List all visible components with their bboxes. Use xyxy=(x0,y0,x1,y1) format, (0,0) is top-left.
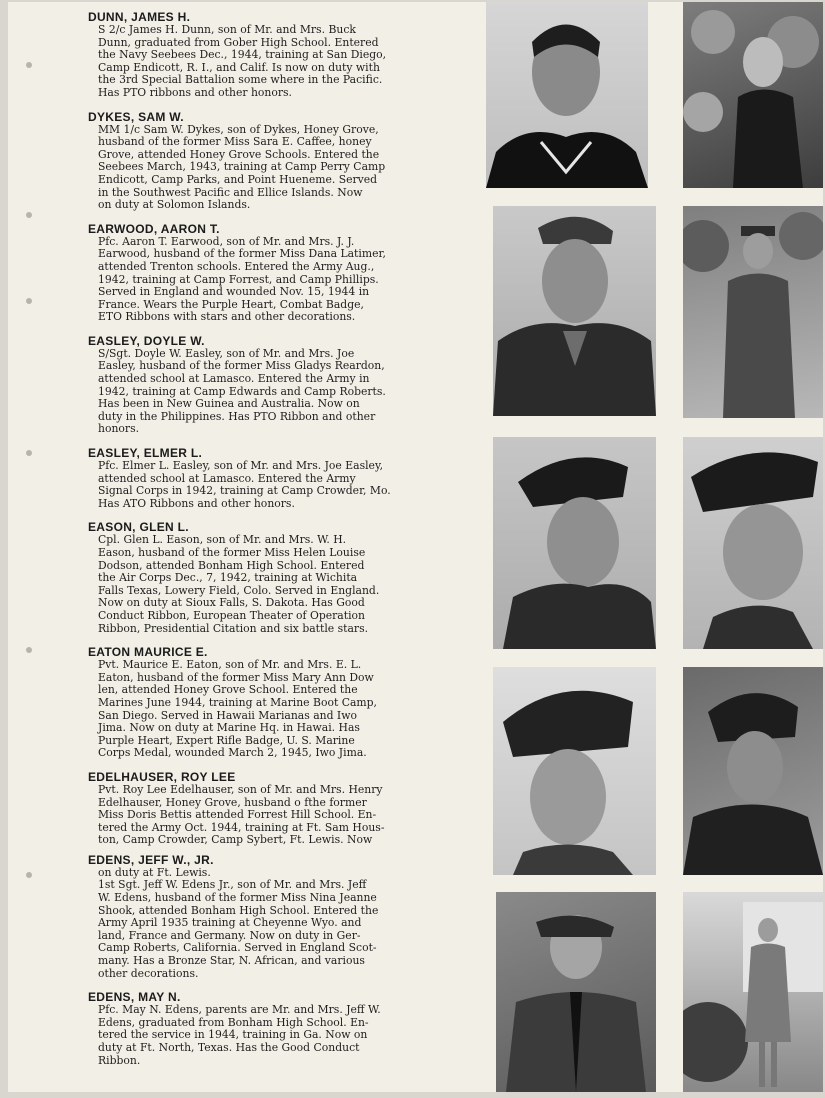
soldier-cap-portrait-icon xyxy=(683,437,823,649)
entry-line: Cpl. Glen L. Eason, son of Mr. and Mrs. W. H. xyxy=(98,533,347,547)
entry-line: the Air Corps Dec., 7, 1942, training at Wichita xyxy=(98,571,358,585)
entry-line: 1942, training at Camp Edwards and Camp Roberts. xyxy=(98,384,386,398)
entry-line: attended school at Lamasco. Entered the Army in xyxy=(98,372,370,386)
entry-line: Earwood, husband of the former Miss Dana Latimer, xyxy=(98,247,386,261)
portrait-photo-eason xyxy=(683,437,823,649)
entry-line: duty in the Philippines. Has PTO Ribbon and other xyxy=(98,409,376,423)
entry-line: Easley, husband of the former Miss Gladys Reardon, xyxy=(98,359,385,373)
marine-cap-portrait-icon xyxy=(493,667,656,875)
soldier-outdoor-portrait-icon xyxy=(496,892,656,1092)
soldier-cap-portrait-icon xyxy=(493,437,656,649)
entry-line: Grove, attended Honey Grove Schools. Entered the xyxy=(98,147,380,161)
entry-line: S 2/c James H. Dunn, son of Mr. and Mrs. Buck xyxy=(98,23,356,36)
entry-line: many. Has a Bronze Star, N. African, and various xyxy=(98,954,365,968)
entry-line: Miss Doris Bettis attended Forrest Hill School. En- xyxy=(98,808,377,822)
entry-earwood xyxy=(88,222,458,324)
entry-line: 1942, training at Camp Forrest, and Camp Phillips. xyxy=(98,272,379,286)
entry-line: Ribbon, Presidential Citation and six battle stars. xyxy=(98,621,369,635)
entry-line: other decorations. xyxy=(98,966,199,980)
portrait-photo-easley-elmer xyxy=(493,437,656,649)
entry-line: in the Southwest Pacific and Ellice Islands. Now xyxy=(98,185,363,199)
entry-line: Purple Heart, Expert Rifle Badge, U. S. Marine xyxy=(98,733,355,747)
entry-line: Ribbon. xyxy=(98,1053,141,1067)
entry-name: EASON, GLEN L. xyxy=(88,520,189,535)
entry-name: EDENS, JEFF W., JR. xyxy=(88,852,214,867)
punch-hole xyxy=(26,62,32,68)
entry-line: ton, Camp Crowder, Camp Sybert, Ft. Lewis. Now xyxy=(98,833,373,847)
entry-line: Has PTO ribbons and other honors. xyxy=(98,85,292,99)
soldier-fulllength-icon xyxy=(683,206,823,418)
entry-line: ETO Ribbons with stars and other decorations. xyxy=(98,310,356,324)
entry-line: Marines June 1944, training at Marine Boot Camp, xyxy=(98,695,377,709)
punch-hole xyxy=(26,450,32,456)
entry-line: on duty at Solomon Islands. xyxy=(98,198,251,212)
entry-line: on duty at Ft. Lewis. xyxy=(98,865,211,879)
soldier-portrait-icon xyxy=(493,206,656,416)
entry-line: Seebees March, 1943, training at Camp Perry Camp xyxy=(98,160,386,174)
entry-edelhauser xyxy=(88,770,458,847)
woman-uniform-portrait-icon xyxy=(683,892,823,1092)
entry-line: the Navy Seebees Dec., 1944, training at San Diego, xyxy=(98,48,387,62)
portrait-photo-eaton xyxy=(493,667,656,875)
entry-line: Camp Roberts, California. Served in England Scot- xyxy=(98,941,377,955)
entry-line: Camp Endicott, R. I., and Calif. Is now on duty with xyxy=(98,60,380,74)
punch-hole xyxy=(26,872,32,878)
entry-line: W. Edens, husband of the former Miss Nina Jeanne xyxy=(98,891,377,905)
portrait-photo-edelhauser xyxy=(683,667,823,875)
entry-line: Endicott, Camp Parks, and Point Hueneme. Served xyxy=(98,172,378,186)
portrait-photo-earwood xyxy=(493,206,656,416)
entry-name: EDENS, MAY N. xyxy=(88,990,181,1005)
entry-line: Shook, attended Bonham High School. Entered the xyxy=(98,903,379,917)
portrait-grid xyxy=(478,2,823,1092)
entry-line: Has been in New Guinea and Australia. Now on xyxy=(98,397,360,411)
portrait-photo-dykes xyxy=(683,2,823,188)
entry-line: Pvt. Maurice E. Eaton, son of Mr. and Mrs. E. L. xyxy=(98,658,362,672)
punch-hole xyxy=(26,212,32,218)
sailor-portrait-icon xyxy=(486,2,648,188)
portrait-photo-dunn xyxy=(486,2,648,188)
entry-line: Eaton, husband of the former Miss Mary Ann Dow xyxy=(98,670,374,684)
entry-line: Edelhauser, Honey Grove, husband o fthe former xyxy=(98,795,367,809)
entry-line: Army April 1935 training at Cheyenne Wyo. and xyxy=(98,916,362,930)
entry-name: EASLEY, DOYLE W. xyxy=(88,333,205,348)
entry-eaton xyxy=(88,645,458,760)
entry-line: Pfc. Aaron T. Earwood, son of Mr. and Mrs. J. J. xyxy=(98,234,355,248)
entry-dunn xyxy=(88,10,458,100)
entry-line: tered the Army Oct. 1944, training at Ft. Sam Hous- xyxy=(98,820,385,834)
entry-line: Corps Medal, wounded March 2, 1945, Iwo Jima. xyxy=(98,746,367,760)
entry-line: France. Wears the Purple Heart, Combat Badge, xyxy=(98,297,364,311)
entry-line: Signal Corps in 1942, training at Camp Crowder, Mo. xyxy=(98,484,391,498)
biography-column xyxy=(88,10,458,1077)
entry-line: Dunn, graduated from Gober High School. Entered xyxy=(98,35,379,49)
entry-line: Has ATO Ribbons and other honors. xyxy=(98,496,295,510)
entry-line: duty at Ft. North, Texas. Has the Good Conduct xyxy=(98,1041,360,1054)
entry-line: Edens, graduated from Bonham High School. En- xyxy=(98,1015,369,1029)
entry-line: 1st Sgt. Jeff W. Edens Jr., son of Mr. and Mrs. Jeff xyxy=(98,878,367,892)
portrait-photo-edens-may xyxy=(683,892,823,1092)
entry-body xyxy=(88,867,458,980)
entry-edens-jeff xyxy=(88,853,458,980)
soldier-cap-portrait-icon xyxy=(683,667,823,875)
entry-line: the 3rd Special Battalion some where in the Pacific. xyxy=(98,73,383,87)
entry-line: S/Sgt. Doyle W. Easley, son of Mr. and Mrs. Joe xyxy=(98,346,355,360)
entry-line: attended Trenton schools. Entered the Army Aug., xyxy=(98,259,375,273)
punch-hole xyxy=(26,298,32,304)
sailor-outdoor-portrait-icon xyxy=(683,2,823,188)
entry-body xyxy=(88,1004,458,1067)
punch-hole xyxy=(26,647,32,653)
entry-line: Conduct Ribbon, European Theater of Operation xyxy=(98,608,365,622)
entry-body xyxy=(88,460,458,510)
entry-line: Pvt. Roy Lee Edelhauser, son of Mr. and Mrs. Henry xyxy=(98,782,383,796)
entry-line: Jima. Now on duty at Marine Hq. in Hawai. Has xyxy=(98,721,360,735)
entry-name: EATON MAURICE E. xyxy=(88,645,208,660)
entry-easley-elmer xyxy=(88,446,458,510)
portrait-photo-easley-doyle xyxy=(683,206,823,418)
entry-line: Served in England and wounded Nov. 15, 1944 in xyxy=(98,285,370,299)
entry-eason xyxy=(88,520,458,635)
entry-body xyxy=(88,784,458,847)
entry-line: Now on duty at Sioux Falls, S. Dakota. Has Good xyxy=(98,596,365,610)
entry-body xyxy=(88,24,458,100)
entry-dykes xyxy=(88,110,458,212)
newspaper-page xyxy=(8,2,823,1092)
entry-edens-may xyxy=(88,990,458,1067)
entry-line: tered the service in 1944, training in Ga. Now on xyxy=(98,1028,368,1042)
entry-name: EARWOOD, AARON T. xyxy=(88,221,220,236)
entry-easley-doyle xyxy=(88,334,458,436)
entry-name: EDELHAUSER, ROY LEE xyxy=(88,769,236,784)
entry-line: land, France and Germany. Now on duty in Ger- xyxy=(98,928,361,942)
entry-body xyxy=(88,236,458,324)
entry-name: EASLEY, ELMER L. xyxy=(88,446,203,461)
entry-name: DUNN, JAMES H. xyxy=(88,10,191,24)
entry-line: Falls Texas, Lowery Field, Colo. Served in England. xyxy=(98,583,380,597)
entry-line: Pfc. May N. Edens, parents are Mr. and Mrs. Jeff W. xyxy=(98,1003,381,1017)
entry-line: MM 1/c Sam W. Dykes, son of Dykes, Honey Grove, xyxy=(98,122,379,136)
entry-line: Pfc. Elmer L. Easley, son of Mr. and Mrs. Joe Easley, xyxy=(98,459,384,473)
entry-line: honors. xyxy=(98,422,140,436)
entry-line: len, attended Honey Grove School. Entered the xyxy=(98,683,358,697)
entry-line: attended school at Lamasco. Entered the Army xyxy=(98,471,356,485)
portrait-photo-edens-jeff xyxy=(496,892,656,1092)
entry-body xyxy=(88,348,458,436)
entry-body xyxy=(88,659,458,760)
entry-line: Dodson, attended Bonham High School. Entered xyxy=(98,558,365,572)
entry-name: DYKES, SAM W. xyxy=(88,109,184,124)
entry-body xyxy=(88,124,458,212)
entry-line: husband of the former Miss Sara E. Caffee, honey xyxy=(98,135,372,149)
entry-body xyxy=(88,534,458,635)
entry-line: San Diego. Served in Hawaii Marianas and Iwo xyxy=(98,708,357,722)
entry-line: Eason, husband of the former Miss Helen Louise xyxy=(98,546,366,559)
